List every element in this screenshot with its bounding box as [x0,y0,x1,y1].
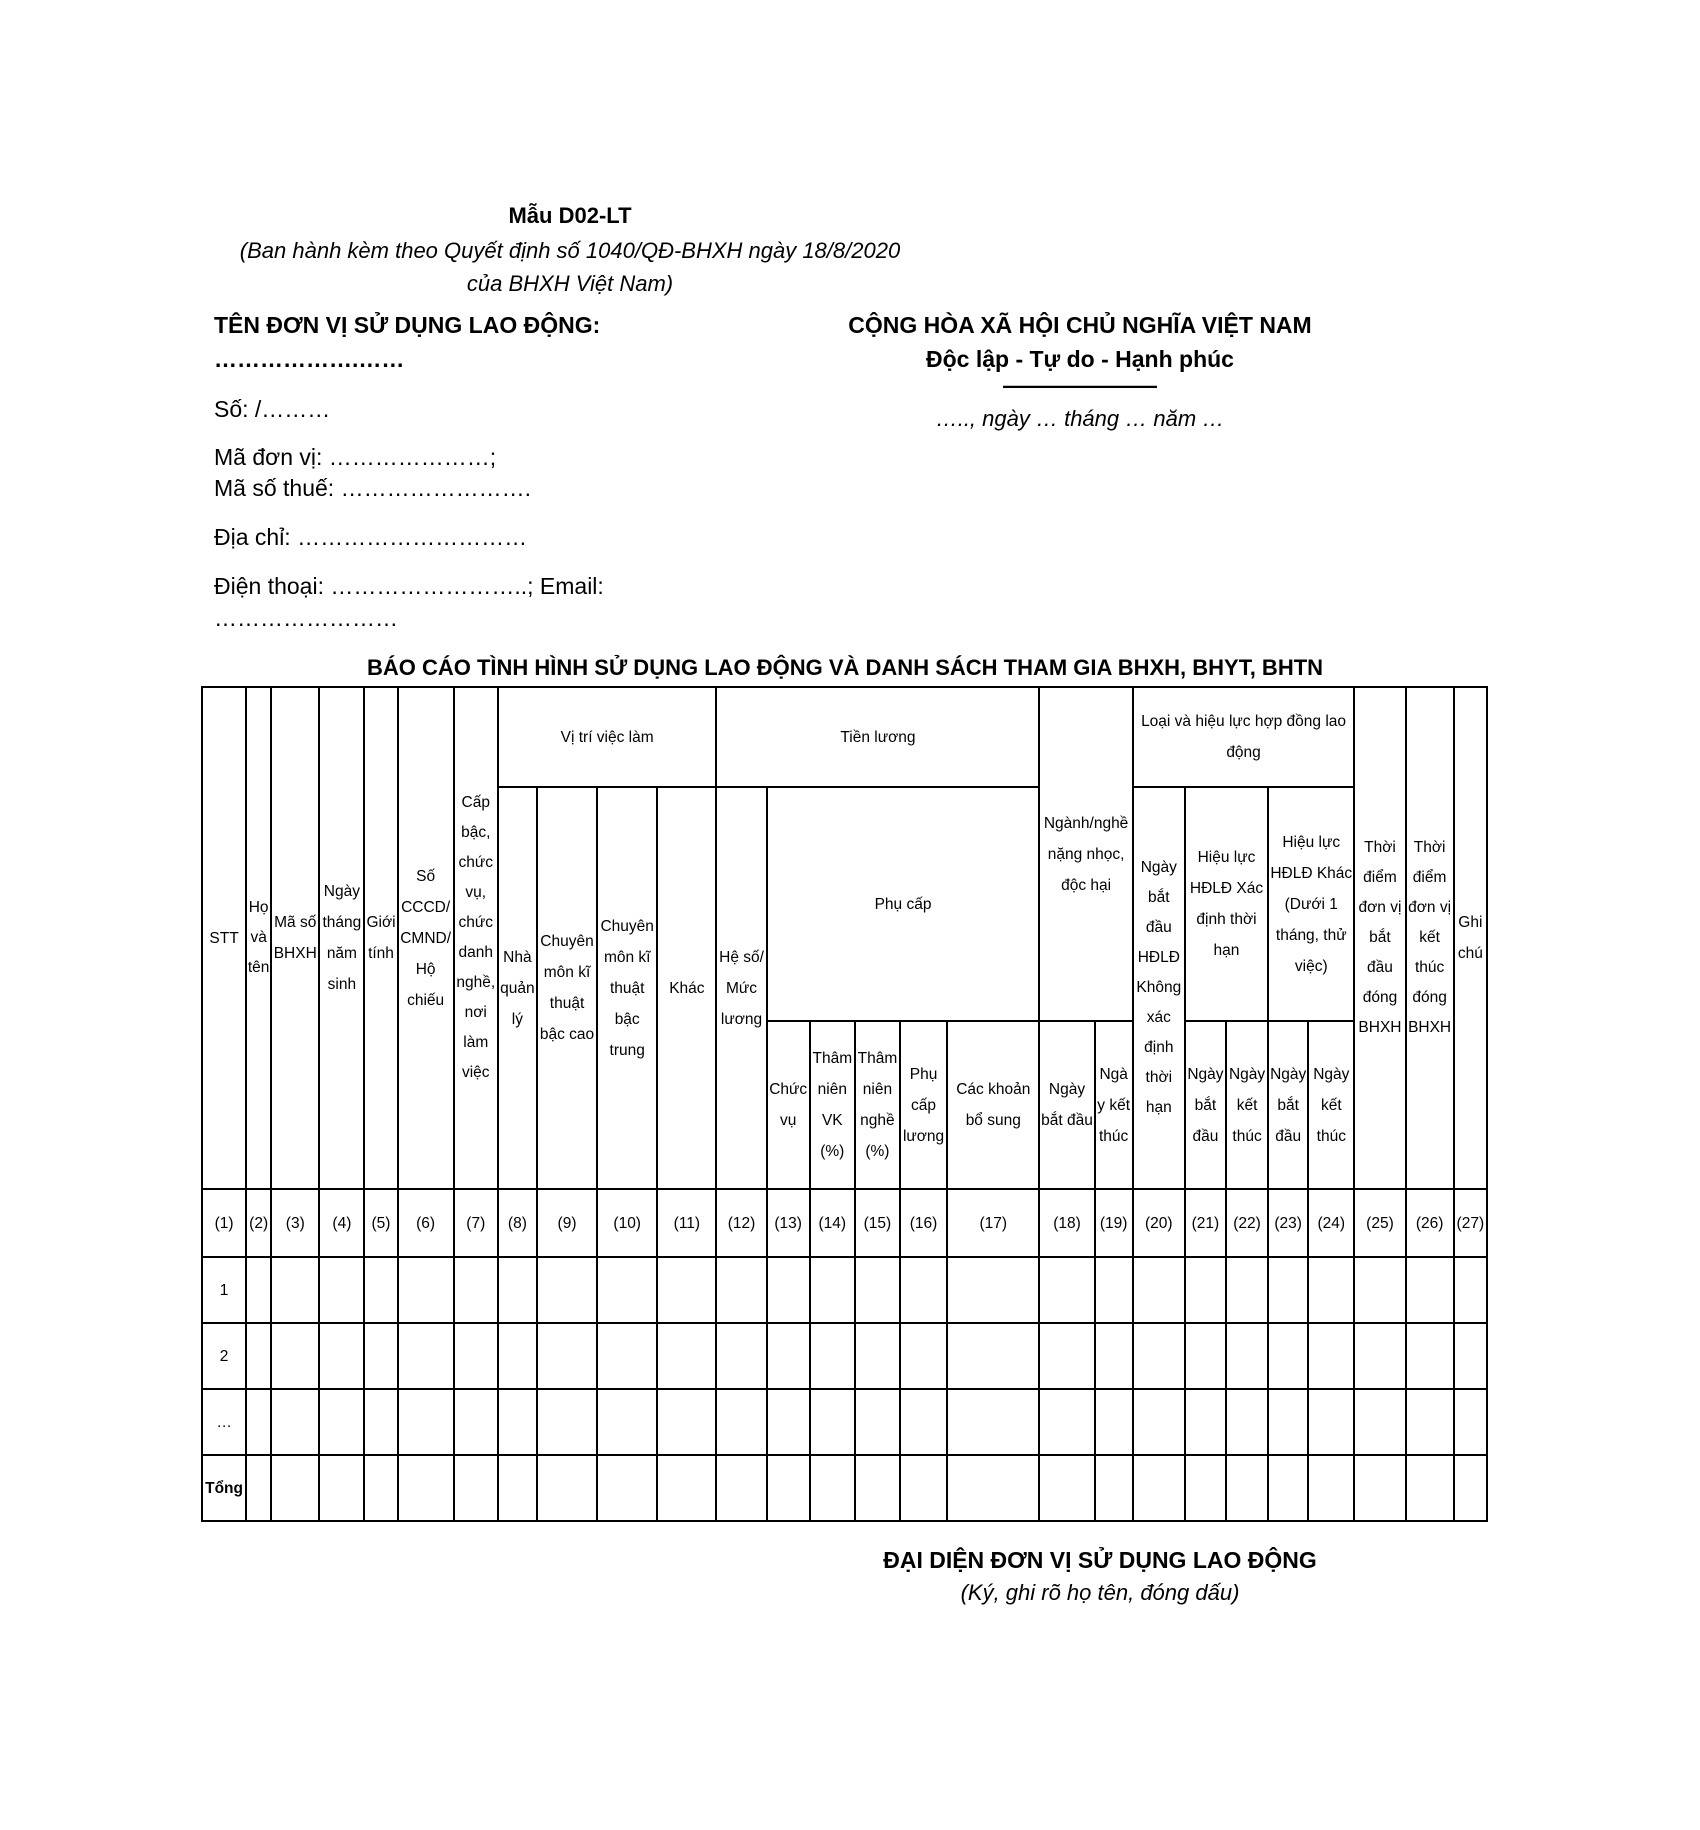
issued-by-note: (Ban hành kèm theo Quyết định số 1040/QĐ-BHXH ngày 18/8/2020 của BHXH Việt Nam) [239,238,901,296]
signature-title: ĐẠI DIỆN ĐƠN VỊ SỬ DỤNG LAO ĐỘNG [883,1547,1317,1573]
column-number: (16) [900,1189,947,1257]
header-group-salary: Tiền lương [716,687,1039,787]
republic-name: CỘNG HÒA XÃ HỘI CHỦ NGHĨA VIỆT NAM [848,312,1312,338]
header-indefinite-contract-start: Ngày bắt đầu HĐLĐ Không xác định thời hạn [1133,787,1185,1189]
column-number: (10) [597,1189,657,1257]
column-number: (2) [246,1189,271,1257]
unit-code-field[interactable]: Mã đơn vị: …………………; [214,444,497,470]
header-bhxh-code: Mã số BHXH [271,687,319,1189]
email-field[interactable]: …………………… [214,605,398,631]
table-row [202,1323,1487,1389]
header-other-contract-start: Ngày bắt đầu [1268,1021,1308,1189]
column-number: (9) [537,1189,597,1257]
tax-code-field[interactable]: Mã số thuế: ……………………. [214,475,531,501]
column-number: (14) [810,1189,855,1257]
header-id-number: Số CCCD/ CMND/ Hộ chiếu [398,687,454,1189]
header-insurance-end: Thời điểm đơn vị kết thúc đóng BHXH [1406,687,1454,1189]
column-number: (25) [1354,1189,1405,1257]
column-number-row [202,1189,1487,1257]
header-group-contract: Loại và hiệu lực hợp đồng lao động [1133,687,1355,787]
header-hazard-start: Ngày bắt đầu [1039,1021,1094,1189]
column-number: (26) [1406,1189,1454,1257]
document-number-field[interactable]: Số: /……… [214,396,331,422]
column-number: (11) [657,1189,716,1257]
table-row [202,1389,1487,1455]
header-hazard-end: Ngày kết thúc [1095,1021,1133,1189]
total-label: Tổng [202,1455,246,1521]
column-number: (24) [1308,1189,1354,1257]
address-field[interactable]: Địa chỉ: ………………………… [214,524,528,550]
header-group-other-contract: Hiệu lực HĐLĐ Khác (Dưới 1 tháng, thử việc) [1268,787,1354,1021]
form-code: Mẫu D02-LT [508,203,632,228]
column-number: (4) [319,1189,364,1257]
table-total-row [202,1455,1487,1521]
column-number: (15) [855,1189,900,1257]
employer-name-field[interactable]: ……………….…… [214,346,405,372]
contact-field[interactable]: Điện thoại: ……………………..; Email: [214,573,604,599]
header-salary-coefficient: Hệ số/ Mức lương [716,787,766,1189]
header-seniority-job: Thâm niên nghề (%) [855,1021,900,1189]
header-salary-allowance: Phụ cấp lương [900,1021,947,1189]
header-technical-high: Chuyên môn kĩ thuật bậc cao [537,787,597,1189]
employee-report-table [201,686,1488,1522]
column-number: (3) [271,1189,319,1257]
column-number: (8) [498,1189,537,1257]
header-rank-position: Cấp bậc, chức vụ, chức danh nghề, nơi làm việc [454,687,498,1189]
header-definite-end: Ngày kết thúc [1226,1021,1268,1189]
header-duty-allowance: Chức vụ [767,1021,810,1189]
column-number: (19) [1095,1189,1133,1257]
header-technical-mid: Chuyên môn kĩ thuật bậc trung [597,787,657,1189]
header-full-name: Họ và tên [246,687,271,1189]
table-row [202,1257,1487,1323]
header-stt: STT [202,687,246,1189]
column-number: (1) [202,1189,246,1257]
header-seniority-vk: Thâm niên VK (%) [810,1021,855,1189]
header-group-hazardous-job: Ngành/nghề nặng nhọc, độc hại [1039,687,1132,1021]
column-number: (20) [1133,1189,1185,1257]
column-number: (7) [454,1189,498,1257]
dateline-field[interactable]: ….., ngày … tháng … năm … [935,406,1225,431]
column-number: (12) [716,1189,766,1257]
column-number: (23) [1268,1189,1308,1257]
header-insurance-start: Thời điểm đơn vị bắt đầu đóng BHXH [1354,687,1405,1189]
header-gender: Giới tính [364,687,397,1189]
column-number: (17) [947,1189,1039,1257]
motto-underline: ——————— [1003,373,1157,398]
row-label: … [202,1389,246,1455]
header-group-job-position: Vị trí việc làm [498,687,717,787]
row-label: 2 [202,1323,246,1389]
header-manager: Nhà quản lý [498,787,537,1189]
column-number: (22) [1226,1189,1268,1257]
report-title: BÁO CÁO TÌNH HÌNH SỬ DỤNG LAO ĐỘNG VÀ DANH SÁCH THAM GIA BHXH, BHYT, BHTN [366,655,1324,680]
national-heading [800,312,1360,432]
header-group-allowance: Phụ cấp [767,787,1040,1021]
header-other-contract-end: Ngày kết thúc [1308,1021,1354,1189]
column-number: (5) [364,1189,397,1257]
header-date-of-birth: Ngày tháng năm sinh [319,687,364,1189]
republic-motto: Độc lập - Tự do - Hạnh phúc [926,346,1234,372]
signature-note: (Ký, ghi rõ họ tên, đóng dấu) [960,1580,1240,1605]
column-number: (21) [1185,1189,1226,1257]
column-number: (6) [398,1189,454,1257]
column-number: (18) [1039,1189,1094,1257]
row-label: 1 [202,1257,246,1323]
header-note: Ghi chú [1454,687,1487,1189]
header-group-definite-contract: Hiệu lực HĐLĐ Xác định thời hạn [1185,787,1268,1021]
employer-name-label: TÊN ĐƠN VỊ SỬ DỤNG LAO ĐỘNG: [214,312,601,338]
header-additional-allowance: Các khoản bổ sung [947,1021,1039,1189]
column-number: (27) [1454,1189,1487,1257]
column-number: (13) [767,1189,810,1257]
header-definite-start: Ngày bắt đầu [1185,1021,1226,1189]
header-other-position: Khác [657,787,716,1189]
